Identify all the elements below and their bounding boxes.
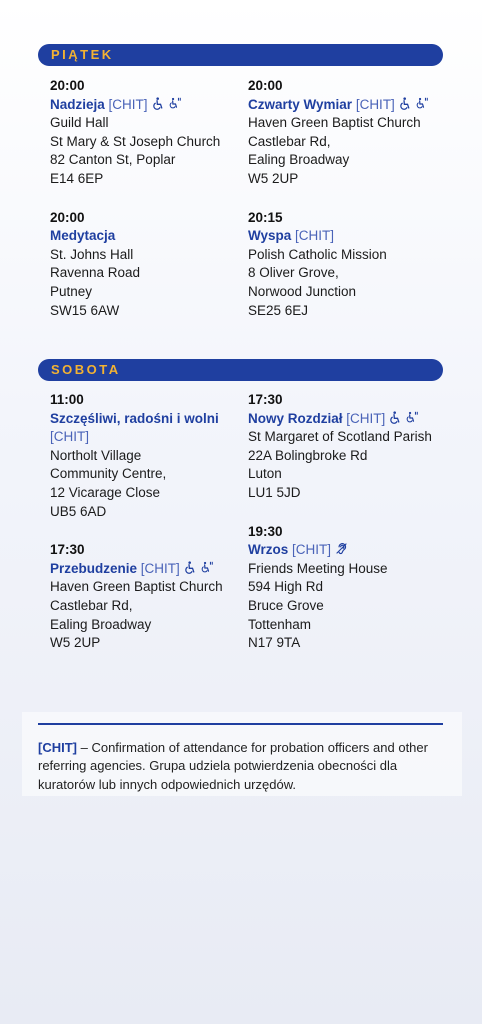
address-line: 594 High Rd [248,579,324,595]
meeting-name: Medytacja [50,228,116,244]
saturday-column-left [50,391,248,653]
address-line: SE25 6EJ [248,302,309,318]
address-line: N17 9TA [248,635,301,651]
meeting-name: Wyspa [248,228,292,244]
address-line: St Margaret of Scotland Parish [248,429,432,445]
wheelchair-icon [152,97,165,110]
meeting-entry [50,209,248,321]
address-line: Haven Green Baptist Church [50,579,223,595]
section-header-saturday: SOBOTA [38,359,443,381]
hearing-loop-icon [335,542,348,555]
meeting-name: Nowy Rozdział [248,410,343,426]
meeting-name: Nadzieja [50,96,105,112]
meeting-time: 20:00 [248,78,283,93]
address-line: Tottenham [248,616,312,632]
wheelchair-icon [184,561,197,574]
meeting-name: Wrzos [248,542,289,558]
saturday-meetings [50,391,450,653]
address-line: Ealing Broadway [50,616,152,632]
address-line: 22A Bolingbroke Rd [248,447,368,463]
chit-label: [CHIT] [355,96,395,112]
chit-footnote [38,739,443,794]
section-header-friday: PIĄTEK [38,44,443,66]
accessible-toilet-icon [406,411,419,424]
address-line: UB5 6AD [50,503,107,519]
address-line: Guild Hall [50,115,109,131]
address-line: SW15 6AW [50,302,120,318]
meeting-time: 11:00 [50,392,84,407]
chit-label: [CHIT] [108,96,148,112]
chit-label: [CHIT] [295,228,335,244]
meeting-entry [248,209,448,321]
address-line: St. Johns Hall [50,246,134,262]
meeting-title-line [248,410,448,429]
address-line: Community Centre, [50,466,167,482]
address-line: Norwood Junction [248,283,357,299]
accessible-toilet-icon [169,97,182,110]
chit-label: [CHIT] [140,560,180,576]
meeting-entry [248,391,448,503]
address-line: 82 Canton St, Poplar [50,152,176,168]
chit-footnote-tag: [CHIT] [38,740,77,755]
meeting-name: Szczęśliwi, radośni i wolni [50,410,219,426]
address-line: W5 2UP [248,170,299,186]
meeting-time: 20:00 [50,209,85,225]
address-line: Castlebar Rd, [248,133,331,149]
meeting-time: 20:15 [248,209,283,225]
meeting-name: Przebudzenie [50,560,138,576]
meeting-time: 20:00 [50,78,85,93]
meeting-title-line [248,227,448,246]
meeting-title-line [50,410,248,429]
friday-column-left [50,77,248,320]
meeting-time: 17:30 [50,542,85,558]
accessible-toilet-icon [201,561,214,574]
meeting-title-line [248,96,448,115]
chit-footnote-text: – Confirmation of attendance for probation officers and other referring agencies. Grupa udziela potwierdzenia obecności dla kuratorów lub innych odpowiednich urzędów. [38,740,428,792]
saturday-column-right [248,391,448,653]
friday-column-right [248,77,448,320]
meeting-title-line [50,96,248,115]
address-line: Putney [50,283,93,299]
meeting-entry [50,77,248,189]
chit-label: [CHIT] [292,542,332,558]
address-line: Northolt Village [50,447,142,463]
meeting-entry [248,523,448,653]
address-line: Friends Meeting House [248,560,388,576]
address-line: St Mary & St Joseph Church [50,133,221,149]
address-line: LU1 5JD [248,484,301,500]
address-line: 8 Oliver Grove, [248,265,339,281]
chit-label: [CHIT] [346,410,386,426]
address-line: E14 6EP [50,170,104,186]
meeting-name: Czwarty Wymiar [248,96,353,112]
address-line: Polish Catholic Mission [248,246,387,262]
meeting-title-line [50,227,248,246]
wheelchair-icon [399,97,412,110]
meeting-time: 19:30 [248,523,283,539]
meeting-time: 17:30 [248,392,283,407]
accessible-toilet-icon [416,97,429,110]
meeting-entry [50,541,248,653]
address-line: Castlebar Rd, [50,597,133,613]
address-line: W5 2UP [50,635,101,651]
meeting-entry [248,77,448,189]
friday-meetings [50,77,450,320]
address-line: Haven Green Baptist Church [248,115,421,131]
address-line: Ravenna Road [50,265,141,281]
meeting-title-line [248,541,448,560]
address-line: 12 Vicarage Close [50,484,161,500]
footnote-divider [38,723,443,725]
address-line: Bruce Grove [248,597,324,613]
address-line: Ealing Broadway [248,152,350,168]
wheelchair-icon [389,411,402,424]
address-line: Luton [248,466,282,482]
meeting-entry [50,391,248,521]
meeting-title-line [50,560,248,579]
chit-label: [CHIT] [50,429,89,445]
